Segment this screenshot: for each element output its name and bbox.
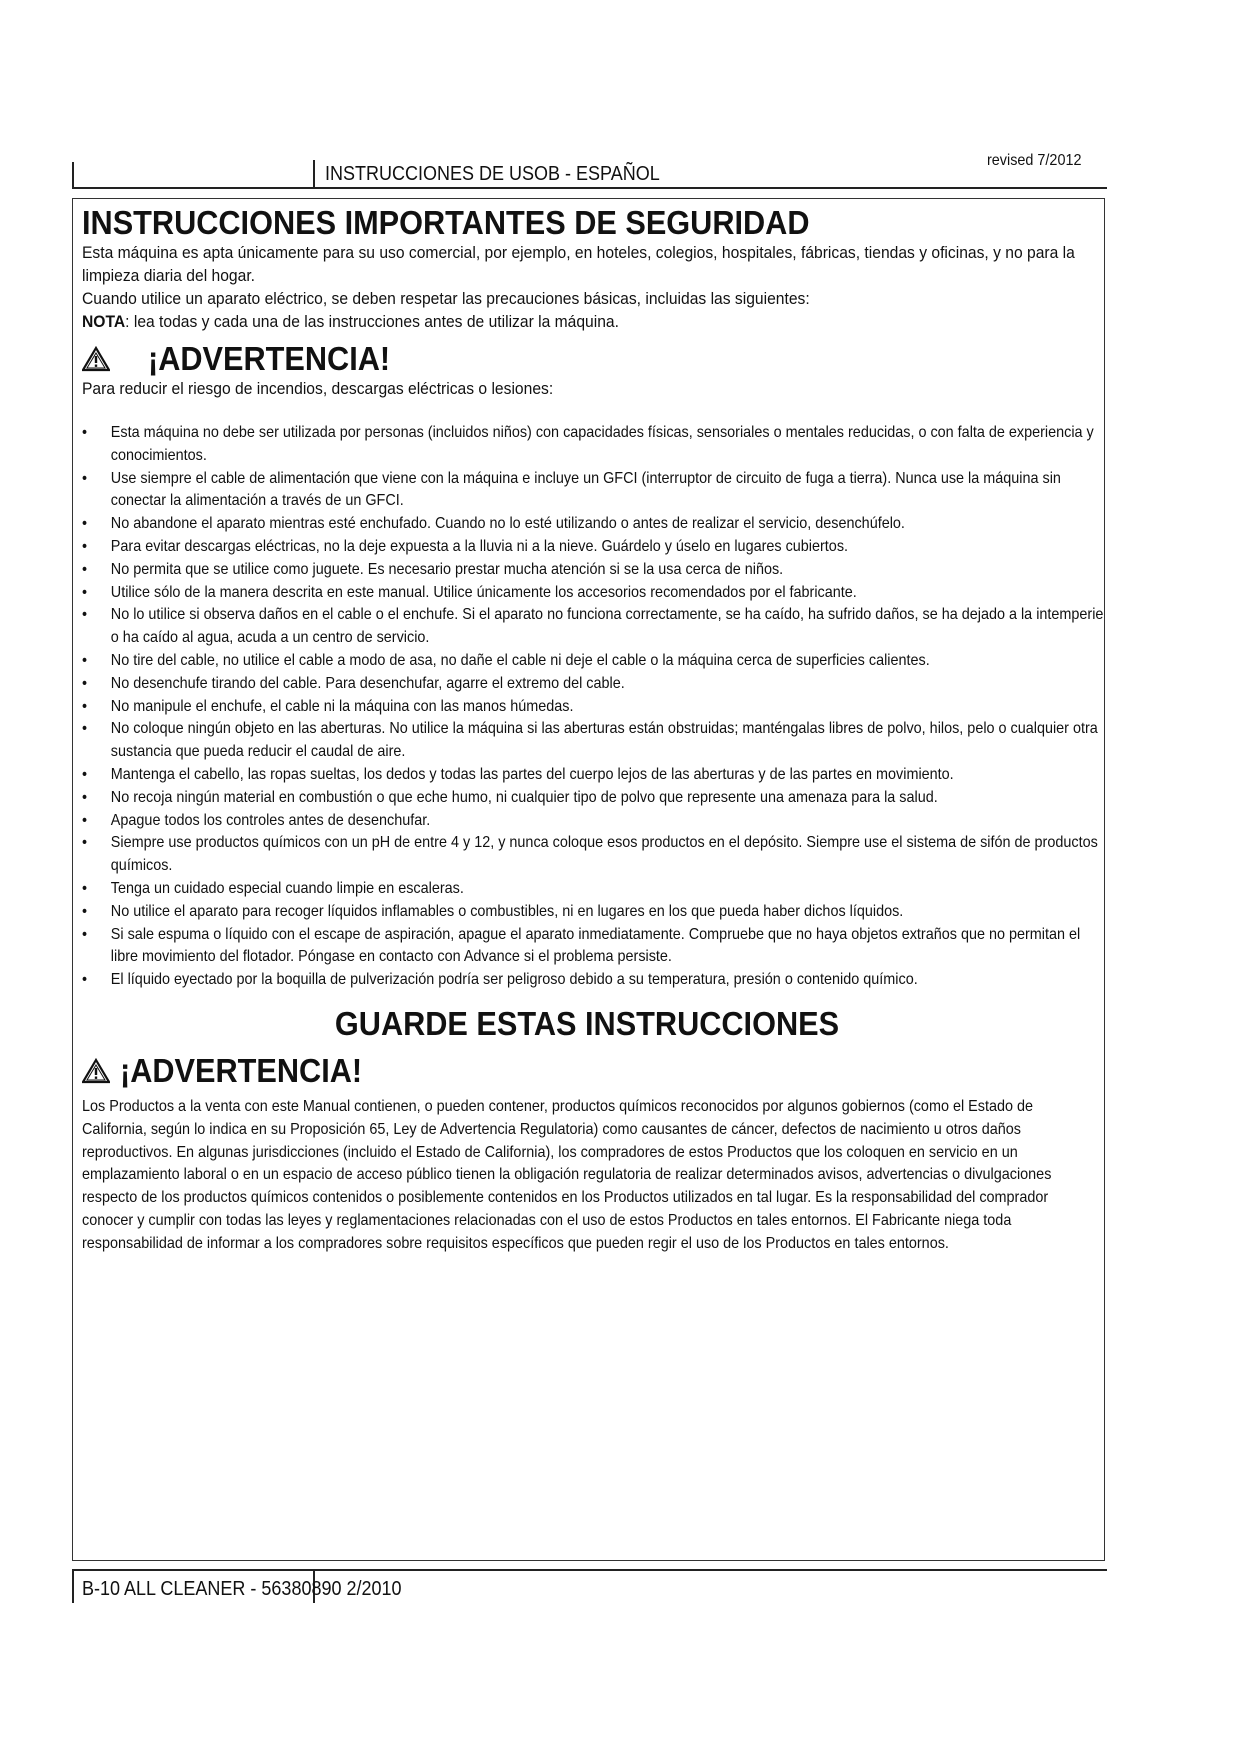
revision-date: revised 7/2012 bbox=[987, 152, 1082, 169]
list-item bbox=[82, 513, 1106, 536]
bullet-marker: • bbox=[82, 788, 88, 806]
bullet-marker: • bbox=[82, 424, 88, 441]
warning-triangle-icon bbox=[82, 346, 110, 372]
warning-heading-2 bbox=[82, 1052, 1092, 1090]
list-item-text: Si sale espuma o líquido con el escape de aspiración, apague el aparato inmediatamente. Compruebe que no haya objetos extraños que no permitan el libre movimiento del flotador. Póngase en contacto con Advance si el problema persiste. bbox=[110, 925, 1081, 966]
list-item bbox=[82, 718, 1106, 764]
list-item-text: No desenchufe tirando del cable. Para desenchufar, agarre el extremo del cable. bbox=[110, 674, 625, 692]
list-item bbox=[82, 650, 1106, 673]
intro-paragraph: Esta máquina es apta únicamente para su uso comercial, por ejemplo, en hoteles, colegios, hospitales, fábricas, tiendas y oficinas, y no para la limpieza diaria del hogar. bbox=[82, 243, 1075, 285]
bullet-marker: • bbox=[82, 765, 88, 783]
bullet-marker: • bbox=[82, 811, 88, 829]
warning-title-2: ¡ADVERTENCIA! bbox=[120, 1051, 363, 1089]
list-item-text: El líquido eyectado por la boquilla de pulverización podría ser peligroso debido a su temperatura, presión o contenido químico. bbox=[110, 971, 918, 989]
page-title: INSTRUCCIONES IMPORTANTES DE SEGURIDAD bbox=[82, 204, 810, 241]
warning-triangle-icon bbox=[82, 1058, 110, 1084]
list-item-text: No recoja ningún material en combustión o que eche humo, ni cualquier tipo de polvo que represente una amenaza para la salud. bbox=[110, 788, 938, 806]
page-content bbox=[82, 204, 1104, 1256]
footer-text: B-10 ALL CLEANER - 56380890 2/2010 bbox=[82, 1578, 402, 1600]
list-item-text: No utilice el aparato para recoger líquidos inflamables o combustibles, ni en lugares en los que pueda haber dichos líquidos. bbox=[110, 902, 904, 920]
list-item-text: Siempre use productos químicos con un pH de entre 4 y 12, y nunca coloque esos productos en el depósito. Siempre use el sistema de sifón de productos químicos. bbox=[110, 834, 1098, 875]
list-item-text: No permita que se utilice como juguete. Es necesario prestar mucha atención si se la usa cerca de niños. bbox=[110, 560, 784, 578]
list-item-text: No manipule el enchufe, el cable ni la máquina con las manos húmedas. bbox=[110, 697, 574, 715]
warning-title-1: ¡ADVERTENCIA! bbox=[148, 340, 391, 377]
list-item bbox=[82, 604, 1106, 650]
list-item-text: No lo utilice si observa daños en el cable o el enchufe. Si el aparato no funciona correctamente, se ha caído, ha sufrido daños, se ha dejado a la intemperie o ha caído al agua, acuda a un centro de servicio. bbox=[110, 606, 1104, 647]
list-item bbox=[82, 696, 1106, 719]
list-item bbox=[82, 878, 1106, 901]
note-paragraph bbox=[82, 310, 1089, 333]
note-label: NOTA bbox=[82, 312, 126, 331]
bullet-marker: • bbox=[82, 583, 88, 601]
prop65-paragraph: Los Productos a la venta con este Manual contienen, o pueden contener, productos químicos reconocidos por algunos gobiernos (como el Estado de California, según lo indica en su Proposición 65, Ley de Advertencia Regulatoria) como causantes de cáncer, defectos de nacimiento u otros daños reproductivos. En algunas jurisdicciones (incluido el Estado de California), los compradores de estos Productos que los coloquen en servicio en un emplazamiento laboral o en un espacio de acceso público tienen la obligación regulatoria de realizar determinados avisos, advertencias o divulgaciones respecto de los productos químicos contenidos o posiblemente contenidos en los Productos utilizados en tal lugar. Es la responsabilidad del comprador conocer y cumplir con todas las leyes y reglamentaciones relacionadas con el uso de estos Productos en tales entornos. El Fabricante niega toda responsabilidad de informar a los compradores sobre requisitos específicos que pueden regir el uso de los Productos en tales entornos. bbox=[82, 1097, 1052, 1252]
header-divider-tick bbox=[313, 160, 315, 189]
list-item bbox=[82, 924, 1106, 970]
list-item-text: Utilice sólo de la manera descrita en este manual. Utilice únicamente los accesorios recomendados por el fabricante. bbox=[110, 583, 857, 601]
list-item bbox=[82, 422, 1106, 468]
bullet-marker: • bbox=[82, 697, 88, 715]
bullet-marker: • bbox=[82, 902, 88, 920]
bullet-marker: • bbox=[82, 834, 88, 852]
footer-left-tick bbox=[72, 1569, 74, 1603]
bullet-marker: • bbox=[82, 560, 88, 578]
list-item bbox=[82, 969, 1106, 992]
bullet-marker: • bbox=[82, 879, 88, 897]
header-title: INSTRUCCIONES DE USOB - ESPAÑOL bbox=[325, 163, 660, 185]
safety-list bbox=[82, 422, 1104, 992]
list-item-text: No tire del cable, no utilice el cable a modo de asa, no dañe el cable ni deje el cable o la máquina cerca de superficies calientes. bbox=[110, 651, 930, 669]
warning-heading-1 bbox=[82, 341, 1092, 377]
list-item-text: No abandone el aparato mientras esté enchufado. Cuando no lo esté utilizando o antes de realizar el servicio, desenchúfelo. bbox=[110, 515, 905, 533]
note-text: : lea todas y cada una de las instrucciones antes de utilizar la máquina. bbox=[125, 312, 619, 331]
header-rule bbox=[72, 187, 1107, 189]
bullet-marker: • bbox=[82, 674, 88, 692]
bullet-marker: • bbox=[82, 925, 88, 943]
list-item bbox=[82, 582, 1106, 605]
save-instructions-title: GUARDE ESTAS INSTRUCCIONES bbox=[334, 1004, 840, 1042]
list-item-text: Mantenga el cabello, las ropas sueltas, los dedos y todas las partes del cuerpo lejos de las aberturas y de las partes en movimiento. bbox=[110, 765, 954, 783]
list-item bbox=[82, 901, 1106, 924]
list-item bbox=[82, 673, 1106, 696]
list-item bbox=[82, 764, 1106, 787]
list-item bbox=[82, 810, 1106, 833]
header-left-tick bbox=[72, 162, 74, 189]
list-item bbox=[82, 468, 1106, 514]
list-item-text: Esta máquina no debe ser utilizada por personas (incluidos niños) con capacidades físicas, sensoriales o mentales reducidas, o con falta de experiencia y conocimientos. bbox=[110, 424, 1094, 464]
list-item-text: Apague todos los controles antes de desenchufar. bbox=[110, 811, 431, 829]
bullet-marker: • bbox=[82, 537, 88, 555]
list-item-text: No coloque ningún objeto en las aberturas. No utilice la máquina si las aberturas están obstruidas; manténgalas libres de polvo, hilos, pelo o cualquier otra sustancia que pueda reducir el caudal de aire. bbox=[110, 720, 1098, 761]
bullet-marker: • bbox=[82, 606, 88, 624]
list-item bbox=[82, 787, 1106, 810]
list-item bbox=[82, 536, 1106, 559]
list-item-text: Para evitar descargas eléctricas, no la deje expuesta a la lluvia ni a la nieve. Guárdelo y úselo en lugares cubiertos. bbox=[110, 537, 849, 555]
bullet-marker: • bbox=[82, 720, 88, 738]
bullet-marker: • bbox=[82, 469, 88, 487]
bullet-marker: • bbox=[82, 651, 88, 669]
bullet-marker: • bbox=[82, 971, 88, 989]
warning-subtitle: Para reducir el riesgo de incendios, descargas eléctricas o lesiones: bbox=[82, 379, 554, 398]
bullet-marker: • bbox=[82, 515, 88, 533]
list-item bbox=[82, 559, 1106, 582]
footer-rule bbox=[72, 1569, 1107, 1571]
list-item-text: Use siempre el cable de alimentación que viene con la máquina e incluye un GFCI (interruptor de circuito de fuga a tierra). Nunca use la máquina sin conectar la alimentación a través de un GFCI. bbox=[110, 469, 1061, 510]
list-item-text: Tenga un cuidado especial cuando limpie en escaleras. bbox=[110, 879, 464, 897]
list-item bbox=[82, 832, 1106, 878]
precautions-paragraph: Cuando utilice un aparato eléctrico, se deben respetar las precauciones básicas, incluidas las siguientes: bbox=[82, 289, 810, 308]
